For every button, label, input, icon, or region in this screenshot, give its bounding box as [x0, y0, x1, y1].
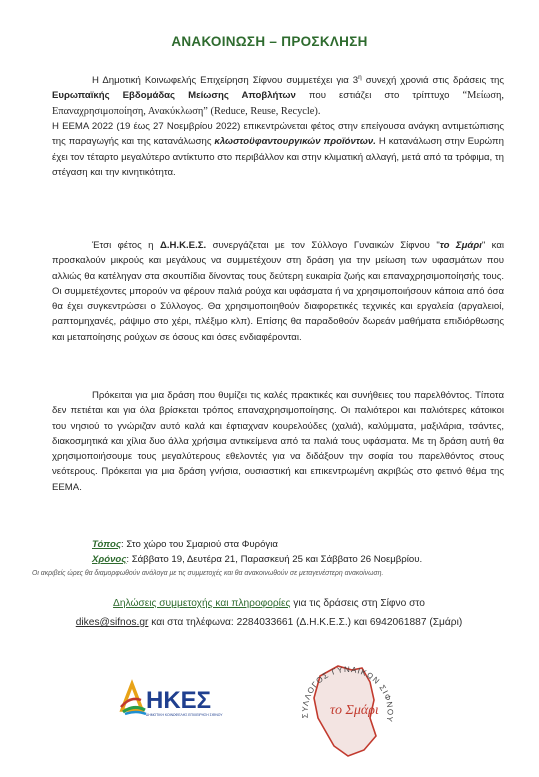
dikes-logo	[118, 676, 233, 718]
collab-text-2: συνεργάζεται με τον Σύλλογο Γυναικών Σίφνου	[206, 240, 437, 251]
collab-text-3: " και προσκαλούν μικρούς και μεγάλους να συμμετέχουν στη δράση για την μείωση των υφασμάτων που αλλιώς θα κατέληγαν στα σκουπίδια δίνοντας τους δεύτερη ευκαιρία ζωής και επαναχρησιμοποίησής τους. Οι συμμετέχοντες μπορούν να φέρουν παλιά ρούχα και υφάσματα ή να χρησιμοποιήσουν κάποια από όσα θα έχει συγκεντρώσει ο Σύλλογος. Θα χρησιμοποιηθούν διαφορετικές τεχνικές και εργαλεία (αργαλειοί, ραπτομηχανές, ράψιμο στο χέρι, πλέξιμο κλπ). Επίσης θα παραδοθούν δωρεάν μαθήματα επιδιόρθωσης και μεταποίησης ρούχων σε όσους και όσες ενδιαφέρονται.	[52, 240, 504, 343]
intro-text-1: Η Δημοτική Κοινωφελής Επιχείρηση Σίφνου συμμετέχει για 3	[92, 75, 359, 87]
logo-script-text: το Σμάρι	[330, 703, 379, 718]
collab-text-1: Έτσι φέτος η	[92, 240, 160, 251]
schedule-note: Οι ακριβείς ώρες θα διαμορφωθούν ανάλογα με τις συμμετοχές και θα ανακοινωθούν σε μεταγενέστερη ανακοίνωση.	[32, 570, 384, 577]
smari-logo	[290, 648, 400, 766]
document-title: ΑΝΑΚΟΙΝΩΣΗ – ΠΡΟΣΚΛΗΣΗ	[171, 34, 368, 49]
intro-text-3: που εστιάζει στο τρίπτυχο	[295, 90, 463, 102]
textiles-highlight: κλωστοϋφαντουργικών προϊόντων.	[214, 136, 376, 148]
contact-phones: και στα τηλέφωνα: 2284033661 (Δ.Η.Κ.Ε.Σ.) και 6942061887 (Σμάρι)	[148, 617, 463, 628]
association-name: το Σμάρι	[439, 240, 482, 251]
contact-block	[28, 594, 510, 632]
place-line	[92, 537, 512, 552]
logo-ring-text: ΣΥΛΛΟΓΟΣ ΓΥΝΑΙΚΩΝ ΣΙΦΝΟΥ	[300, 665, 395, 724]
email-link[interactable]: dikes@sifnos.gr	[75, 617, 149, 628]
intro-text-5: Η κατανάλωση στην Ευρώπη έχει τον τέταρτο μεγαλύτερο αντίκτυπο στο περιβάλλον και στην κλιματική αλλαγή, μετά από τα τρόφιμα, τη στέγαση και την κινητικότητα.	[52, 136, 504, 178]
event-name: Ευρωπαϊκής Εβδομάδας Μείωσης Αποβλήτων	[52, 90, 296, 102]
quote-open: "	[436, 240, 440, 251]
ordinal-suffix: η	[358, 74, 362, 81]
time-line	[92, 552, 512, 567]
logo-letters: ΗΚΕΣ	[146, 687, 212, 714]
logo-delta-icon	[122, 684, 142, 710]
paragraph-intro	[52, 70, 504, 180]
intro-text-2: συνεχή χρονιά στις δράσεις της	[361, 75, 504, 87]
time-value: : Σάββατο 19, Δευτέρα 21, Παρασκευή 25 και Σάββατο 26 Νοεμβρίου.	[126, 554, 423, 565]
place-value: : Στο χώρο του Σμαριού στα Φυρόγια	[121, 539, 278, 550]
contact-text-1: για τις δράσεις στη Σίφνο στο	[290, 598, 425, 609]
logo-subtitle: ΔΗΜΟΤΙΚΗ ΚΟΙΝΩΦΕΛΗΣ ΕΠΙΧΕΙΡΗΣΗ ΣΙΦΝΟΥ	[146, 713, 223, 717]
place-label: Τόπος	[92, 539, 121, 550]
paragraph-collaboration	[52, 238, 504, 345]
intro-text-4: Η ΕΕΜΑ 2022 (19 έως 27 Νοεμβρίου 2022) επικεντρώνεται φέτος στην επείγουσα ανάγκη αντιμετώπισης της παραγωγής και της κατανάλωσης	[52, 121, 504, 148]
org-abbrev: Δ.Η.Κ.Ε.Σ.	[159, 240, 207, 251]
time-label: Χρόνος	[92, 554, 127, 565]
triptych-text: “Μείωση, Επαναχρησιμοποίηση, Ανακύκλωση” (Reduce, Reuse, Recycle).	[52, 90, 504, 117]
paragraph-tradition: Πρόκειται για μια δράση που θυμίζει τις καλές πρακτικές και συνήθειες του παρελθόντος. Τίποτα δεν πετιέται και για όλα βρίσκεται τρόπος επαναχρησιμοποίησης. Οι παλιότεροι και παλιότερες κάτοικοι του νησιού το γνώριζαν αυτό καλά και έφτιαχναν κουρελούδες (χαλιά), καλύμματα, μαξιλάρια, τσάντες, διακοσμητικά και χίλια δυο άλλα χρήσιμα αντικείμενα από τα παλιά τους υφάσματα. Με τη δράση αυτή θα χρησιμοποιήσουμε τους μεγαλύτερους εθελοντές για να διδάξουν την σοφία του παρελθόντος στους νεότερους. Πρόκειται για μια δράση γνήσια, ουσιαστική και επικεντρωμένη ακριβώς στο φετινό θέμα της ΕΕΜΑ.	[52, 390, 504, 493]
participation-link[interactable]: Δηλώσεις συμμετοχής και πληροφορίες	[113, 598, 291, 609]
